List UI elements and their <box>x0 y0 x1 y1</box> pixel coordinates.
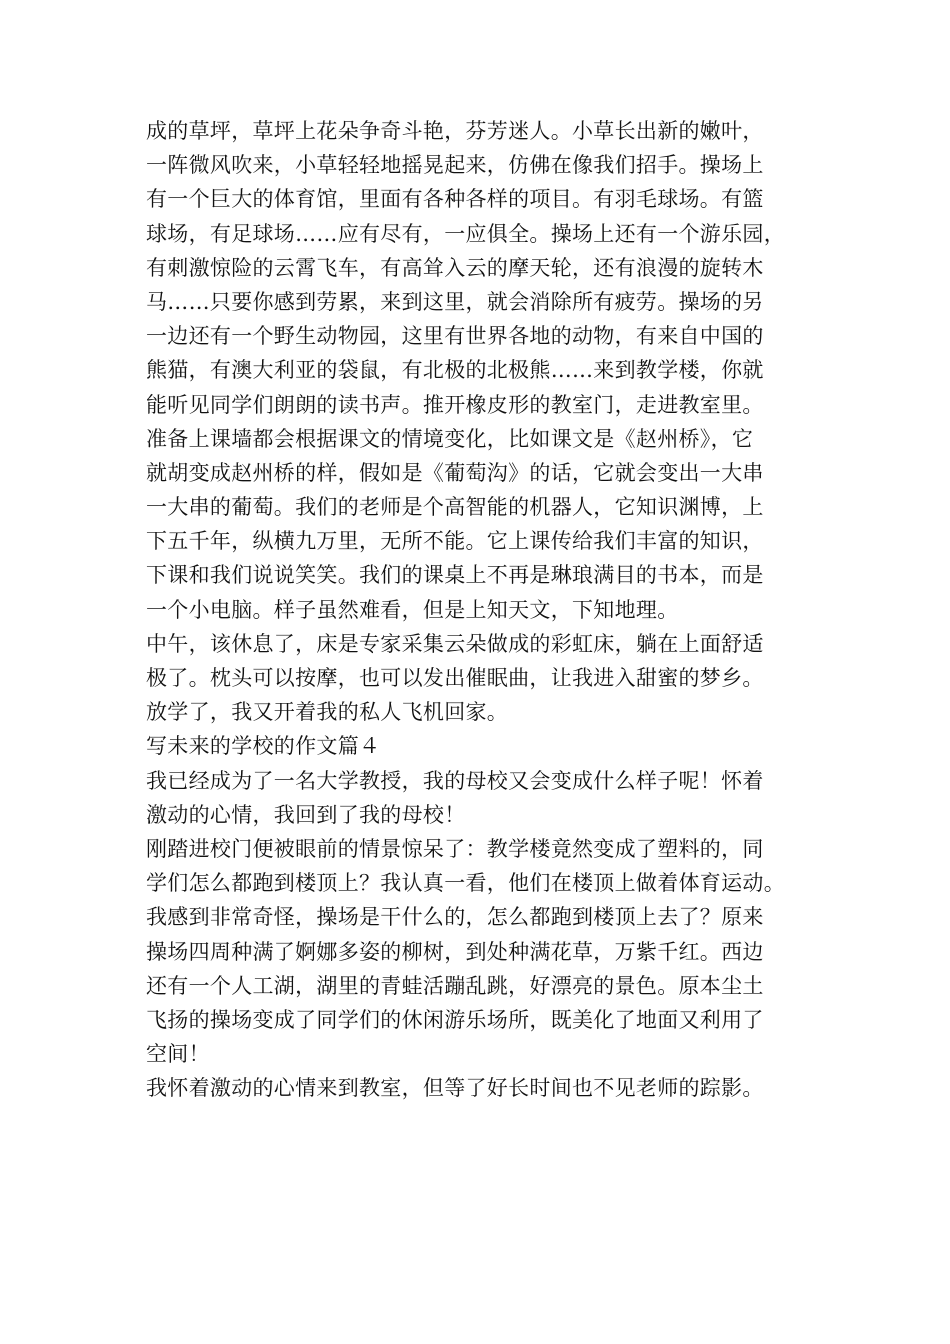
text-line: 极了。枕头可以按摩，也可以发出催眠曲，让我进入甜蜜的梦乡。 <box>146 666 764 690</box>
text-line: 有一个巨大的体育馆，里面有各种各样的项目。有羽毛球场。有篮 <box>146 187 764 212</box>
text-line: 马……只要你感到劳累，来到这里，就会消除所有疲劳。操场的另 <box>146 289 764 314</box>
text-line: 下五千年，纵横九万里，无所不能。它上课传给我们丰富的知识， <box>146 529 764 554</box>
text-line: 学们怎么都跑到楼顶上？我认真一看，他们在楼顶上做着体育运动。 <box>146 871 785 896</box>
text-line: 放学了，我又开着我的私人飞机回家。 <box>146 700 509 725</box>
text-line: 准备上课墙都会根据课文的情境变化，比如课文是《赵州桥》，它 <box>146 426 754 451</box>
text-line: 成的草坪，草坪上花朵争奇斗艳，芬芳迷人。小草长出新的嫩叶， <box>146 119 764 143</box>
text-line: 我感到非常奇怪，操场是干什么的，怎么都跑到楼顶上去了？原来 <box>146 905 764 930</box>
text-line: 还有一个人工湖，湖里的青蛙活蹦乱跳，好漂亮的景色。原本尘土 <box>146 973 764 998</box>
text-line: 我已经成为了一名大学教授，我的母校又会变成什么样子呢！怀着 <box>146 768 764 793</box>
text-line: 刚踏进校门便被眼前的情景惊呆了：教学楼竟然变成了塑料的，同 <box>146 836 764 861</box>
text-line: 一个小电脑。样子虽然难看，但是上知天文，下知地理。 <box>146 597 679 622</box>
section-heading: 写未来的学校的作文篇４ <box>146 734 381 759</box>
text-line: 一阵微风吹来，小草轻轻地摇晃起来，仿佛在像我们招手。操场上 <box>146 153 764 178</box>
text-line: 飞扬的操场变成了同学们的休闲游乐场所，既美化了地面又利用了 <box>146 1007 764 1032</box>
text-line: 一边还有一个野生动物园，这里有世界各地的动物，有来自中国的 <box>146 324 764 349</box>
text-line: 就胡变成赵州桥的样，假如是《葡萄沟》的话，它就会变出一大串 <box>146 460 764 485</box>
text-line: 操场四周种满了婀娜多姿的柳树，到处种满花草，万紫千红。西边 <box>146 939 764 964</box>
text-line: 球场，有足球场……应有尽有，一应俱全。操场上还有一个游乐园， <box>146 221 785 246</box>
text-line: 能听见同学们朗朗的读书声。推开橡皮形的教室门，走进教室里。 <box>146 392 764 417</box>
text-line: 激动的心情，我回到了我的母校！ <box>146 802 466 827</box>
text-line: 下课和我们说说笑笑。我们的课桌上不再是琳琅满目的书本，而是 <box>146 563 764 588</box>
text-line: 我怀着激动的心情来到教室，但等了好长时间也不见老师的踪影。 <box>146 1076 764 1101</box>
essay-text-body <box>146 114 826 1105</box>
text-line: 熊猫，有澳大利亚的袋鼠，有北极的北极熊……来到教学楼，你就 <box>146 358 764 383</box>
text-line: 中午，该休息了，床是专家采集云朵做成的彩虹床，躺在上面舒适 <box>146 631 764 656</box>
text-line: 一大串的葡萄。我们的老师是个高智能的机器人，它知识渊博，上 <box>146 495 764 520</box>
text-line: 有刺激惊险的云霄飞车，有高耸入云的摩天轮，还有浪漫的旋转木 <box>146 255 764 280</box>
text-line: 空间！ <box>146 1042 210 1067</box>
